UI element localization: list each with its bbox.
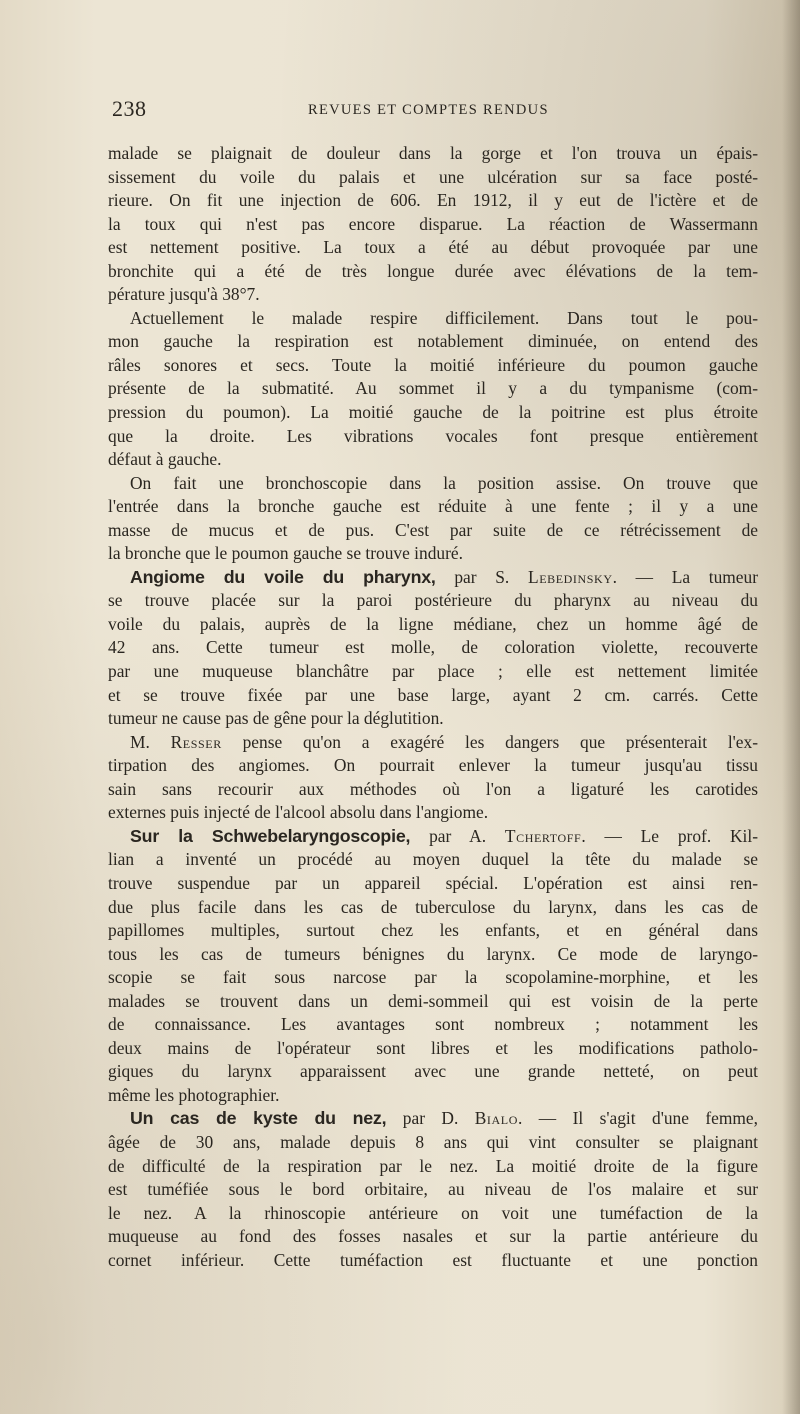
text-line: sissement du voile du palais et une ulcération sur sa face posté-	[108, 166, 758, 187]
section-title-kyste-du-nez: Un cas de kyste du nez,	[130, 1108, 387, 1129]
section-title-schwebelaryngoscopie: Sur la Schwebelaryngoscopie,	[130, 825, 411, 846]
section-heading-line: Un cas de kyste du nez, par D. Bialo. — Il s'agit d'une femme,	[130, 1108, 758, 1129]
text-line: deux mains de l'opérateur sont libres et les modifications patholo-	[108, 1037, 758, 1058]
text-line: rieure. On fit une injection de 606. En 1912, il y eut de l'ictère et de	[108, 190, 758, 211]
text-line: la bronche que le poumon gauche se trouve induré.	[108, 543, 463, 564]
text-line: papillomes multiples, surtout chez les enfants, et en général dans	[108, 920, 758, 941]
author-name: Lebedinsky	[527, 566, 613, 587]
text-line: sain sans recourir aux méthodes où l'on a ligaturé les carotides	[108, 778, 758, 799]
text-line: tirpation des angiomes. On pourrait enlever la tumeur jusqu'au tissu	[108, 755, 758, 776]
text-line: pérature jusqu'à 38°7.	[108, 284, 260, 305]
text-line: de connaissance. Les avantages sont nombreux ; notamment les	[108, 1014, 758, 1035]
text-line: râles sonores et secs. Toute la moitié inférieure du poumon gauche	[108, 354, 758, 375]
author-name: Bialo	[474, 1108, 518, 1129]
text-line: tous les cas de tumeurs bénignes du larynx. Ce mode de laryngo-	[108, 943, 758, 964]
text-line: même les photographier.	[108, 1084, 280, 1105]
page-number: 238	[112, 96, 147, 121]
running-header	[108, 96, 758, 126]
text-line: mon gauche la respiration est notablement diminuée, on entend des	[108, 331, 758, 352]
running-title: REVUES ET COMPTES RENDUS	[308, 102, 549, 118]
text-line: malades se trouvent dans un demi-sommeil qui est voisin de la perte	[108, 990, 758, 1011]
text-line: tumeur ne cause pas de gêne pour la déglutition.	[108, 708, 444, 729]
text-line: est tuméfiée sous le bord orbitaire, au niveau de l'os malaire et sur	[108, 1179, 758, 1200]
author-name: Tchertoff	[504, 825, 582, 846]
section-title-angiome: Angiome du voile du pharynx,	[130, 566, 436, 587]
text-line: pression du poumon). La moitié gauche de la poitrine est plus étroite	[108, 402, 758, 423]
text-line: externes puis injecté de l'alcool absolu dans l'angiome.	[108, 802, 489, 823]
page-edge-shadow	[782, 0, 800, 1414]
body-text	[108, 142, 758, 1272]
section-heading-line: Sur la Schwebelaryngoscopie, par A. Tchertoff. — Le prof. Kil-	[130, 825, 758, 846]
section-heading-line: Angiome du voile du pharynx, par S. Lebedinsky. — La tumeur	[130, 566, 758, 587]
text-line: voile du palais, auprès de la ligne médiane, chez un homme âgé de	[108, 613, 758, 634]
text-line: 42 ans. Cette tumeur est molle, de coloration violette, recouverte	[108, 637, 758, 658]
author-name: Resser	[170, 731, 222, 752]
text-line: que la droite. Les vibrations vocales font presque entièrement	[108, 425, 758, 446]
text-line: le nez. A la rhinoscopie antérieure on voit une tuméfaction de la	[108, 1202, 758, 1223]
text-line: muqueuse au fond des fosses nasales et sur la partie antérieure du	[108, 1226, 758, 1247]
text-line: malade se plaignait de douleur dans la gorge et l'on trouva un épais-	[108, 143, 758, 163]
text-line: trouve suspendue par un appareil spécial. L'opération est ainsi ren-	[108, 872, 758, 893]
text-line: cornet inférieur. Cette tuméfaction est fluctuante et une ponction	[108, 1249, 758, 1270]
text-line: M. Resser pense qu'on a exagéré les dangers que présenterait l'ex-	[130, 731, 758, 752]
text-line: la toux qui n'est pas encore disparue. La réaction de Wassermann	[108, 213, 758, 234]
text-line: de difficulté de la respiration par le nez. La moitié droite de la figure	[108, 1155, 758, 1176]
text-line: âgée de 30 ans, malade depuis 8 ans qui vint consulter se plaignant	[108, 1131, 758, 1152]
text-line: et se trouve fixée par une base large, ayant 2 cm. carrés. Cette	[108, 684, 758, 705]
text-line: On fait une bronchoscopie dans la position assise. On trouve que	[130, 472, 758, 493]
text-line: bronchite qui a été de très longue durée avec élévations de la tem-	[108, 260, 758, 281]
text-line: lian a inventé un procédé au moyen duquel la tête du malade se	[108, 849, 758, 870]
text-line: giques du larynx apparaissent avec une grande netteté, on peut	[108, 1061, 758, 1082]
text-line: due plus facile dans les cas de tuberculose du larynx, dans les cas de	[108, 896, 758, 917]
text-line: se trouve placée sur la paroi postérieure du pharynx au niveau du	[108, 590, 758, 611]
text-line: masse de mucus et de pus. C'est par suite de ce rétrécissement de	[108, 519, 758, 540]
text-line: par une muqueuse blanchâtre par place ; elle est nettement limitée	[108, 661, 758, 682]
text-line: est nettement positive. La toux a été au début provoquée par une	[108, 237, 758, 258]
text-line: scopie se fait sous narcose par la scopolamine-morphine, et les	[108, 967, 758, 988]
text-line: Actuellement le malade respire difficilement. Dans tout le pou-	[130, 307, 758, 328]
text-line: l'entrée dans la bronche gauche est réduite à une fente ; il y a une	[108, 496, 758, 517]
text-line: défaut à gauche.	[108, 449, 222, 470]
text-line: présente de la submatité. Au sommet il y a du tympanisme (com-	[108, 378, 758, 399]
